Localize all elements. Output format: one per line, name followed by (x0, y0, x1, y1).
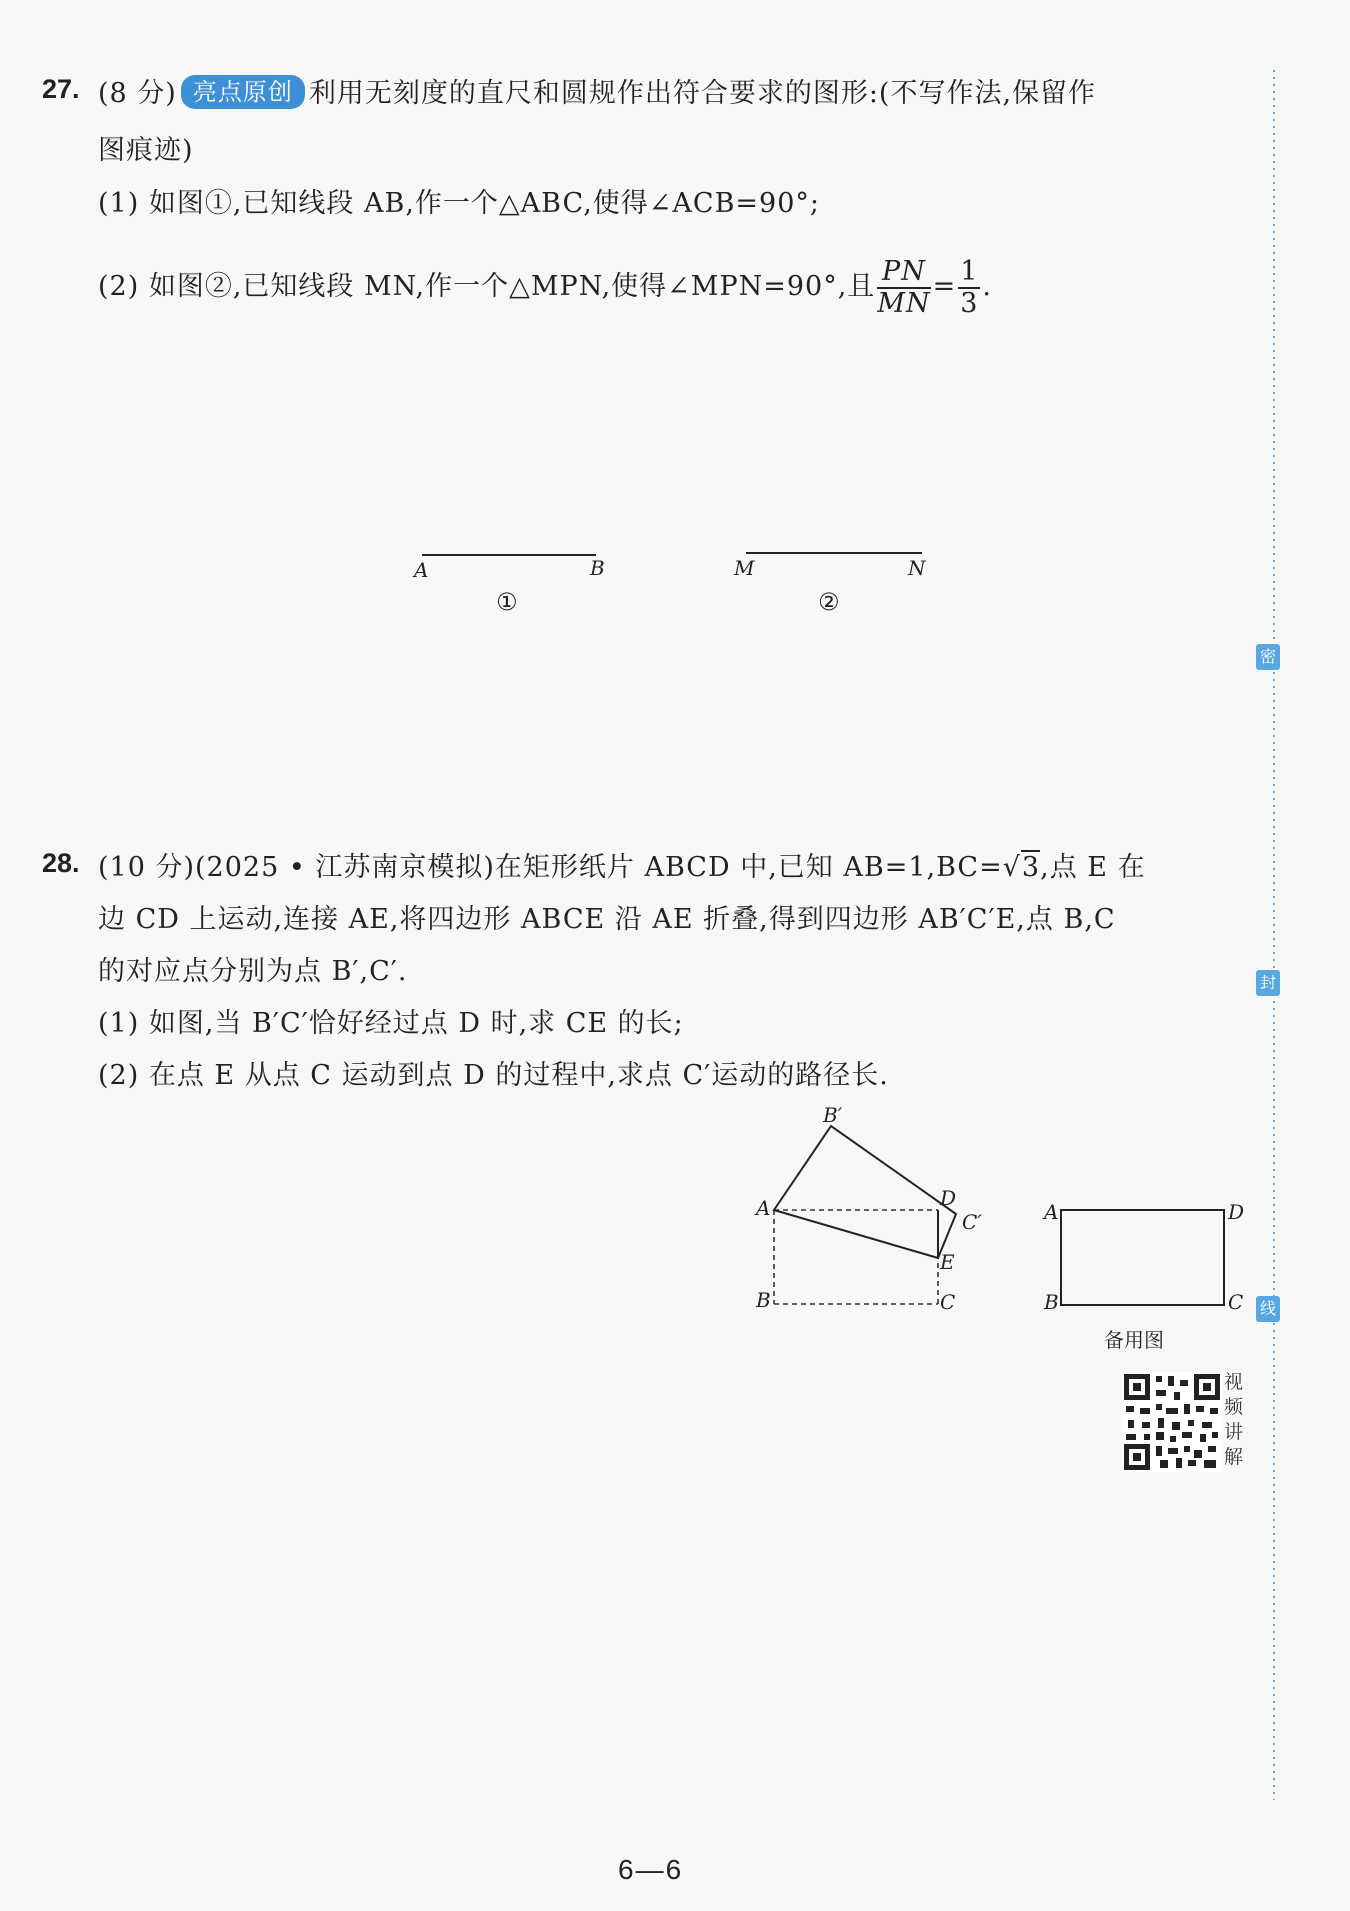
question-28-line3: 的对应点分别为点 B′,C′. (98, 956, 408, 987)
rectangle-abcd (1061, 1210, 1224, 1305)
folded-quadrilateral (774, 1126, 956, 1258)
spare-point-c-label: C (1228, 1290, 1244, 1314)
figure-2-caption: ② (818, 588, 840, 616)
period: . (982, 271, 992, 302)
question-28-header (42, 848, 80, 879)
question-28-part1: (1) 如图,当 B′C′恰好经过点 D 时,求 CE 的长; (98, 1008, 684, 1039)
point-a-label: A (414, 558, 429, 582)
question-28-part2: (2) 在点 E 从点 C 运动到点 D 的过程中,求点 C′运动的路径长. (98, 1060, 889, 1091)
question-27-stem-line1 (98, 74, 1096, 114)
margin-tag-seal: 密 (1256, 644, 1280, 670)
fraction-denominator: MN (877, 287, 931, 319)
part2-text: (2) 如图②,已知线段 MN,作一个△MPN,使得∠MPN=90°,且 (98, 271, 876, 302)
page-number: 6—6 (618, 1854, 684, 1885)
qr-code-icon[interactable] (1122, 1372, 1222, 1472)
point-a-label: A (756, 1196, 771, 1220)
question-number: 27. (42, 74, 80, 104)
original-badge: 亮点原创 (181, 75, 305, 109)
figure-1-caption: ① (496, 588, 518, 616)
spare-point-d-label: D (1228, 1200, 1245, 1224)
margin-tag-line: 线 (1256, 1296, 1280, 1322)
point-c-prime-label: C′ (962, 1210, 982, 1234)
margin-tag-sealing: 封 (1256, 970, 1280, 996)
stem-text: (10 分)(2025 • 江苏南京模拟)在矩形纸片 ABCD 中,已知 AB=1,BC= (98, 852, 1003, 883)
qr-label-char: 视 (1224, 1371, 1244, 1393)
spare-point-a-label: A (1044, 1200, 1059, 1224)
stem-text: 利用无刻度的直尺和圆规作出符合要求的图形:(不写作法,保留作 (308, 78, 1097, 109)
point-b-label: B (756, 1288, 771, 1312)
qr-label-char: 解 (1224, 1446, 1244, 1468)
point-d-label: D (940, 1186, 957, 1210)
spare-point-b-label: B (1044, 1290, 1059, 1314)
question-27-part2 (98, 252, 992, 322)
qr-label (1224, 1370, 1248, 1470)
point-e-label: E (940, 1250, 955, 1274)
one-third-fraction (958, 257, 980, 319)
point-b-label: B (590, 556, 605, 580)
point-b-prime-label: B′ (823, 1103, 843, 1127)
qr-label-char: 频 (1224, 1396, 1244, 1418)
spare-figure-caption: 备用图 (1104, 1328, 1164, 1352)
question-27-stem-line2: 图痕迹) (98, 135, 194, 166)
question-number: 28. (42, 848, 80, 878)
binding-dotted-line (1270, 70, 1280, 1800)
point-m-label: M (734, 556, 755, 580)
point-n-label: N (908, 556, 926, 580)
sqrt-radicand: 3 (1021, 852, 1041, 883)
fraction-denominator: 3 (960, 287, 979, 319)
qr-label-char: 讲 (1224, 1421, 1244, 1443)
point-c-label: C (940, 1290, 956, 1314)
figure-1-segment-ab (400, 535, 640, 625)
question-28-line1: (10 分)(2025 • 江苏南京模拟)在矩形纸片 ABCD 中,已知 AB=1,BC=√3,点 E 在 (98, 852, 1146, 883)
question-27-header (42, 74, 80, 105)
fraction-numerator: PN (877, 257, 930, 289)
ratio-fraction (877, 257, 930, 319)
question-28-line2: 边 CD 上运动,连接 AE,将四边形 ABCE 沿 AE 折叠,得到四边形 AB′C′E,点 B,C (98, 904, 1116, 935)
score: (8 分) (98, 78, 177, 109)
stem-text-end: ,点 E 在 (1040, 852, 1146, 883)
spare-rectangle-figure (1040, 1190, 1240, 1320)
equals-sign: = (932, 271, 957, 302)
fraction-numerator: 1 (960, 255, 979, 287)
question-27-part1: (1) 如图①,已知线段 AB,作一个△ABC,使得∠ACB=90°; (98, 188, 820, 219)
